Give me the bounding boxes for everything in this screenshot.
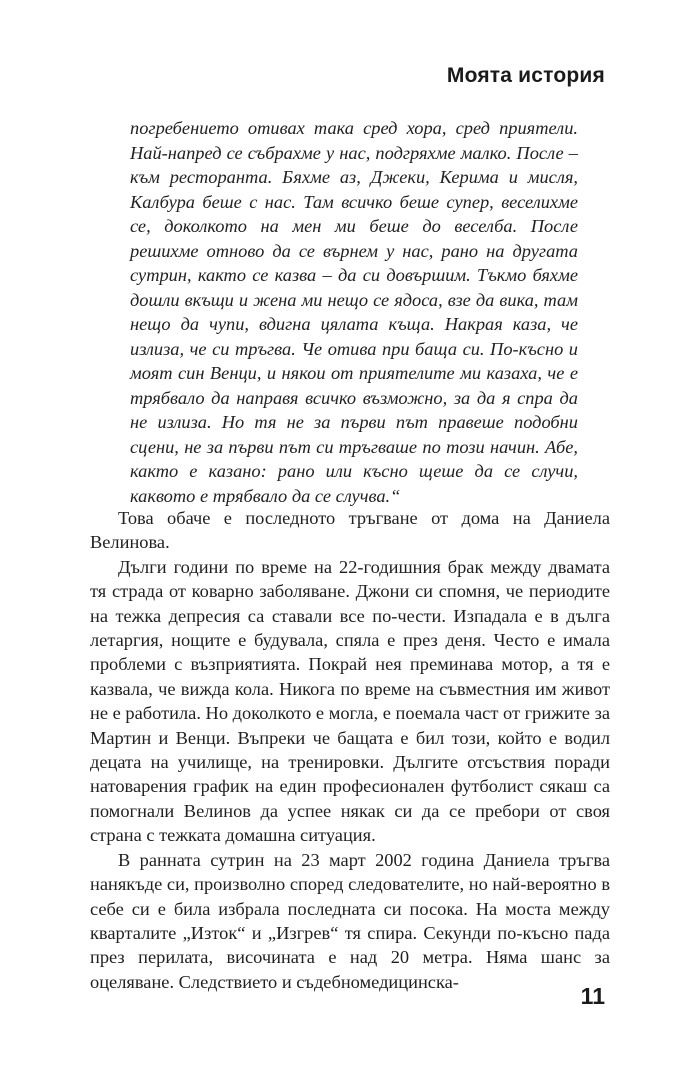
running-header-title: Моята история	[446, 64, 605, 87]
italic-quote-block: погребението отивах така сред хора, сред приятели. Най-напред се събрахме у нас, подгряхме малко. После – към ресторанта. Бяхме аз, Джеки, Керима и мисля, Калбура беше с нас. Там всичко беше супер, веселихме се, доколкото на мен ми беше до веселба. После решихме отново да се върнем у нас, рано на другата сутрин, както се казва – да си довършим. Тъкмо бяхме дошли вкъщи и жена ми нещо се ядоса, взе да вика, там нещо да чупи, вдигна цялата къща. Накрая каза, че излиза, че си тръгва. Че отива при баща си. По-късно и моят син Венци, и някои от приятелите ми казаха, че е трябвало да направя всичко възможно, за да я спра да не излиза. Но тя не за първи път правеше подобни сцени, не за първи път си тръгваше по този начин. Абе, както е казано: рано или късно щеше да се случи, каквото е трябвало да се случва.“	[130, 118, 578, 506]
body-paragraph: В ранната сутрин на 23 март 2002 година Даниела тръгва нанякъде си, произволно според следователите, но най-вероятно в себе си е била избрала последната си посока. На моста между кварталите „Изток“ и „Изгрев“ тя спира. Секунди по-късно пада през перилата, височината е над 20 метра. Няма шанс за оцеляване. Следствието и съдебномедицинска-	[90, 849, 610, 992]
body-paragraph: Това обаче е последното тръгване от дома на Даниела Велинова.	[90, 508, 610, 553]
body-text	[90, 506, 610, 994]
page-number: 11	[580, 983, 605, 1009]
body-paragraph: Дълги години по време на 22-годишния брак между двамата тя страда от коварно заболяване. Джони си спомня, че периодите на тежка депресия са ставали все по-чести. Изпадала е в дълга летаргия, нощите е будувала, спяла е през деня. Често е имала проблеми с възприятията. Покрай нея преминава мотор, а тя е казвала, че вижда кола. Никога по време на съвместния им живот не е работила. Но доколкото е могла, е поемала част от грижите за Мартин и Венци. Въпреки че бащата е бил този, който е водил децата на училище, на тренировки. Дългите отсъствия поради натоварения график на един професионален футболист сякаш са помогнали Велинов да успее някак си да се пребори от своя страна с тежката домашна ситуация.	[90, 556, 610, 846]
